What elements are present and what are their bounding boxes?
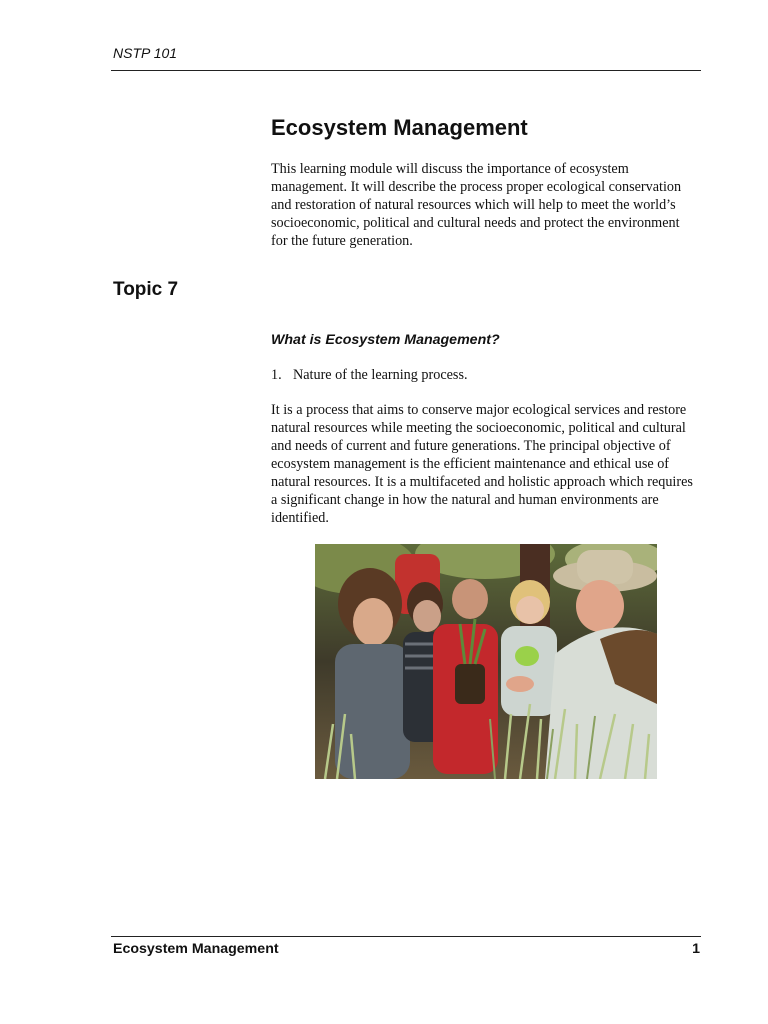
header-divider [111,70,701,71]
list-item-number: 1. [271,367,282,383]
section-subheading: What is Ecosystem Management? [271,332,500,348]
list-item-text: Nature of the learning process. [293,367,468,383]
intro-paragraph: This learning module will discuss the importance of ecosystem management. It will describe the process proper ecological conservation and restoration of natural resources which will help to meet the world’s socioeconomic, political and cultural needs and protect the environment for the future generation. [271,161,682,249]
body-paragraph: It is a process that aims to conserve major ecological services and restore natural resources while meeting the socioeconomic, political and cultural and needs of current and future generations. The principal objective of ecosystem management is the efficient maintenance and ethical use of natural resources. It is a multifaceted and holistic approach which requires a significant change in how the natural and human environments are identified. [271,402,693,526]
list-item [271,367,468,384]
footer-title: Ecosystem Management [113,941,279,957]
photo-children-with-plants [315,544,657,779]
topic-heading: Topic 7 [113,279,179,300]
footer-divider [111,936,701,937]
header-label: NSTP 101 [113,45,178,61]
page-number: 1 [692,941,700,957]
document-title: Ecosystem Management [271,115,528,140]
